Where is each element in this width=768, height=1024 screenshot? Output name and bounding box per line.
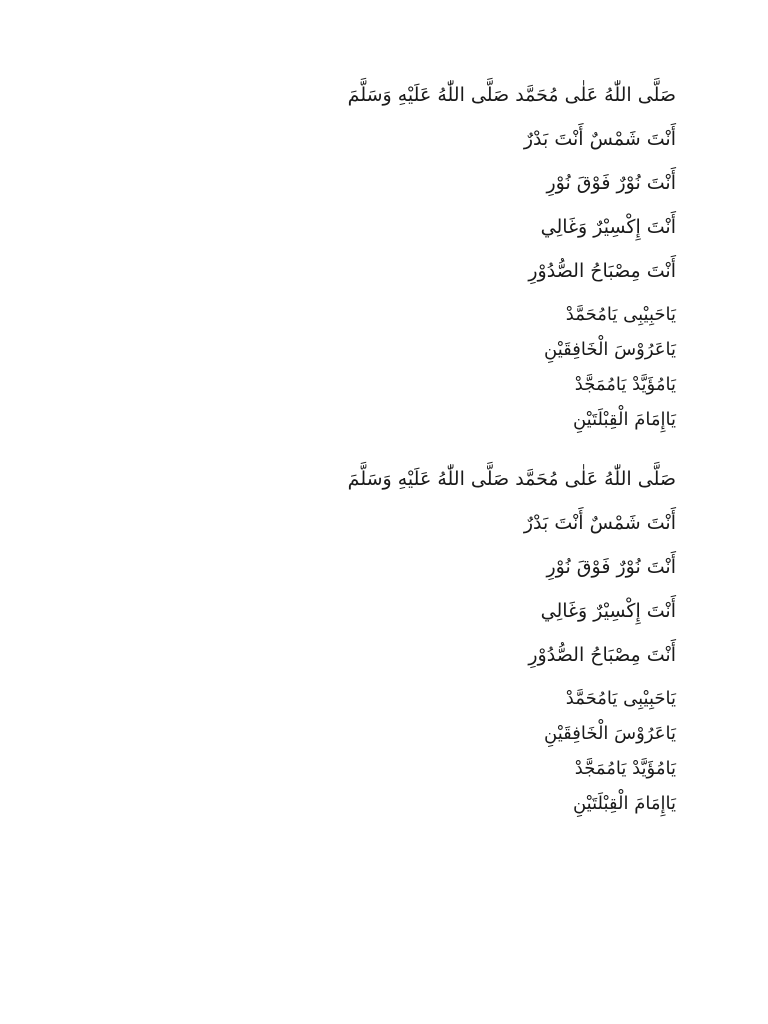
salawat-line: صَلَّى اللّٰهُ عَلٰى مُحَمَّد صَلَّى اللّٰهُ عَلَيْهِ وَسَلَّمَ [347,468,676,490]
stanza-2 [156,468,676,828]
verse-line: أَنْتَ إِكْسِيْرٌ وَغَالِي [540,600,676,622]
verse-line: يَاعَرُوْسَ الْخَافِقَيْنِ [544,339,676,360]
verse-line: يَامُؤَيَّدْ يَامُمَجَّدْ [574,758,676,779]
verse-line: أَنْتَ شَمْسٌ أَنْتَ بَدْرٌ [523,128,676,150]
verse-line: يَاإِمَامَ الْقِبْلَتَيْنِ [572,793,676,814]
verse-line: أَنْتَ مِصْبَاحُ الصُّدُوْرِ [528,260,676,282]
verse-line: أَنْتَ إِكْسِيْرٌ وَغَالِي [540,216,676,238]
verse-line: أَنْتَ نُوْرٌ فَوْقَ نُوْرِ [546,556,676,578]
verse-line: يَاحَبِيْبِى يَامُحَمَّدْ [565,304,676,325]
verse-line: يَاحَبِيْبِى يَامُحَمَّدْ [565,688,676,709]
verse-line: أَنْتَ مِصْبَاحُ الصُّدُوْرِ [528,644,676,666]
verse-line: أَنْتَ شَمْسٌ أَنْتَ بَدْرٌ [523,512,676,534]
verse-line: يَاعَرُوْسَ الْخَافِقَيْنِ [544,723,676,744]
salawat-line: صَلَّى اللّٰهُ عَلٰى مُحَمَّد صَلَّى اللّٰهُ عَلَيْهِ وَسَلَّمَ [347,84,676,106]
verse-line: يَامُؤَيَّدْ يَامُمَجَّدْ [574,374,676,395]
verse-line: أَنْتَ نُوْرٌ فَوْقَ نُوْرِ [546,172,676,194]
verse-line: يَاإِمَامَ الْقِبْلَتَيْنِ [572,409,676,430]
stanza-1 [156,84,676,444]
